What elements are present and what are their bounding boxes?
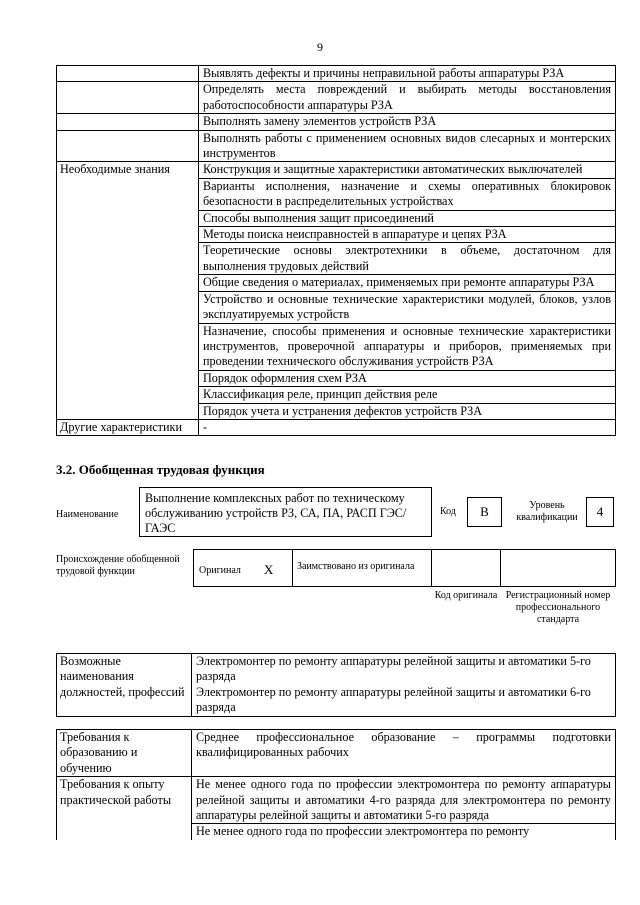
knowledge-label: Необходимые знания bbox=[57, 162, 199, 420]
table-row bbox=[57, 654, 616, 717]
section-heading: 3.2. Обобщенная трудовая функция bbox=[56, 462, 265, 477]
knowledge-item: Порядок оформления схем РЗА bbox=[199, 370, 616, 386]
table-row bbox=[57, 66, 616, 82]
table-row bbox=[57, 114, 616, 130]
borrowed-label: Заимствовано из оригинала bbox=[297, 561, 415, 572]
table-row bbox=[57, 730, 616, 777]
positions-table bbox=[56, 653, 616, 717]
other-label: Другие характеристики bbox=[57, 419, 199, 435]
knowledge-item: Назначение, способы применения и основные технические характеристики инструментов, проверочной аппаратуры и приборов, применяемых при проведении технического обслуживания устройств РЗА bbox=[199, 323, 616, 370]
skill-item: Выполнять замену элементов устройств РЗА bbox=[199, 114, 616, 130]
knowledge-item: Порядок учета и устранения дефектов устройств РЗА bbox=[199, 403, 616, 419]
positions-cell bbox=[192, 654, 616, 717]
code-label: Код bbox=[440, 506, 456, 517]
original-mark: X bbox=[264, 562, 274, 577]
reg-caption: Регистрационный номер профессионального стандарта bbox=[505, 590, 611, 625]
position-line: Электромонтер по ремонту аппаратуры релейной защиты и автоматики 5-го разряда bbox=[196, 654, 591, 684]
knowledge-item: Способы выполнения защит присоединений bbox=[199, 210, 616, 226]
level-value-box: 4 bbox=[586, 497, 614, 527]
table-row bbox=[57, 419, 616, 435]
origin-code-box bbox=[431, 549, 501, 587]
function-name-box: Выполнение комплексных работ по техническому обслуживанию устройств РЗ, СА, ПА, РАСП ГЭС/ГАЭС bbox=[139, 487, 432, 537]
experience-label: Требования к опыту практической работы bbox=[57, 777, 192, 840]
level-label: Уровень квалификации bbox=[516, 500, 578, 523]
skill-item: Выявлять дефекты и причины неправильной работы аппаратуры РЗА bbox=[199, 66, 616, 82]
original-label: Оригинал bbox=[199, 565, 241, 576]
positions-label: Возможные наименования должностей, профессий bbox=[57, 654, 192, 717]
table-row bbox=[57, 777, 616, 824]
table-row bbox=[57, 130, 616, 162]
table-row bbox=[57, 162, 616, 178]
knowledge-item: Устройство и основные технические характеристики модулей, блоков, узлов эксплуатируемых устройств bbox=[199, 291, 616, 323]
experience-line: Не менее одного года по профессии электромонтера по ремонту bbox=[192, 824, 616, 840]
table-row bbox=[57, 82, 616, 114]
education-label: Требования к образованию и обучению bbox=[57, 730, 192, 777]
origin-original-box bbox=[193, 549, 293, 587]
knowledge-item: Варианты исполнения, назначение и схемы оперативных блокировок безопасности в распределительных устройствах bbox=[199, 178, 616, 210]
knowledge-item: Классификация реле, принцип действия реле bbox=[199, 387, 616, 403]
other-value: - bbox=[199, 419, 616, 435]
page-number: 9 bbox=[317, 40, 323, 54]
skill-item: Определять места повреждений и выбирать методы восстановления работоспособности аппаратуры РЗА bbox=[199, 82, 616, 114]
origin-label: Происхождение обобщенной трудовой функции bbox=[56, 554, 180, 577]
code-caption: Код оригинала bbox=[434, 590, 498, 601]
requirements-table bbox=[56, 729, 616, 840]
knowledge-item: Конструкция и защитные характеристики автоматических выключателей bbox=[199, 162, 616, 178]
knowledge-item: Общие сведения о материалах, применяемых при ремонте аппаратуры РЗА bbox=[199, 275, 616, 291]
position-line: Электромонтер по ремонту аппаратуры релейной защиты и автоматики 6-го разряда bbox=[196, 684, 591, 715]
code-value-box: B bbox=[467, 497, 502, 527]
name-label: Наименование bbox=[56, 509, 119, 520]
origin-borrowed-box bbox=[292, 549, 432, 587]
knowledge-item: Теоретические основы электротехники в объеме, достаточном для выполнения трудовых действий bbox=[199, 243, 616, 275]
education-value: Среднее профессиональное образование – программы подготовки квалифицированных рабочих bbox=[192, 730, 616, 777]
knowledge-table bbox=[56, 65, 616, 436]
experience-line: Не менее одного года по профессии электромонтера по ремонту аппаратуры релейной защиты и автоматики 4-го разряда для электромонтера по ремонту аппаратуры релейной защиты и автоматики 5-го разряда bbox=[192, 777, 616, 824]
skill-item: Выполнять работы с применением основных видов слесарных и монтерских инструментов bbox=[199, 130, 616, 162]
origin-reg-box bbox=[500, 549, 616, 587]
knowledge-item: Методы поиска неисправностей в аппаратуре и цепях РЗА bbox=[199, 227, 616, 243]
